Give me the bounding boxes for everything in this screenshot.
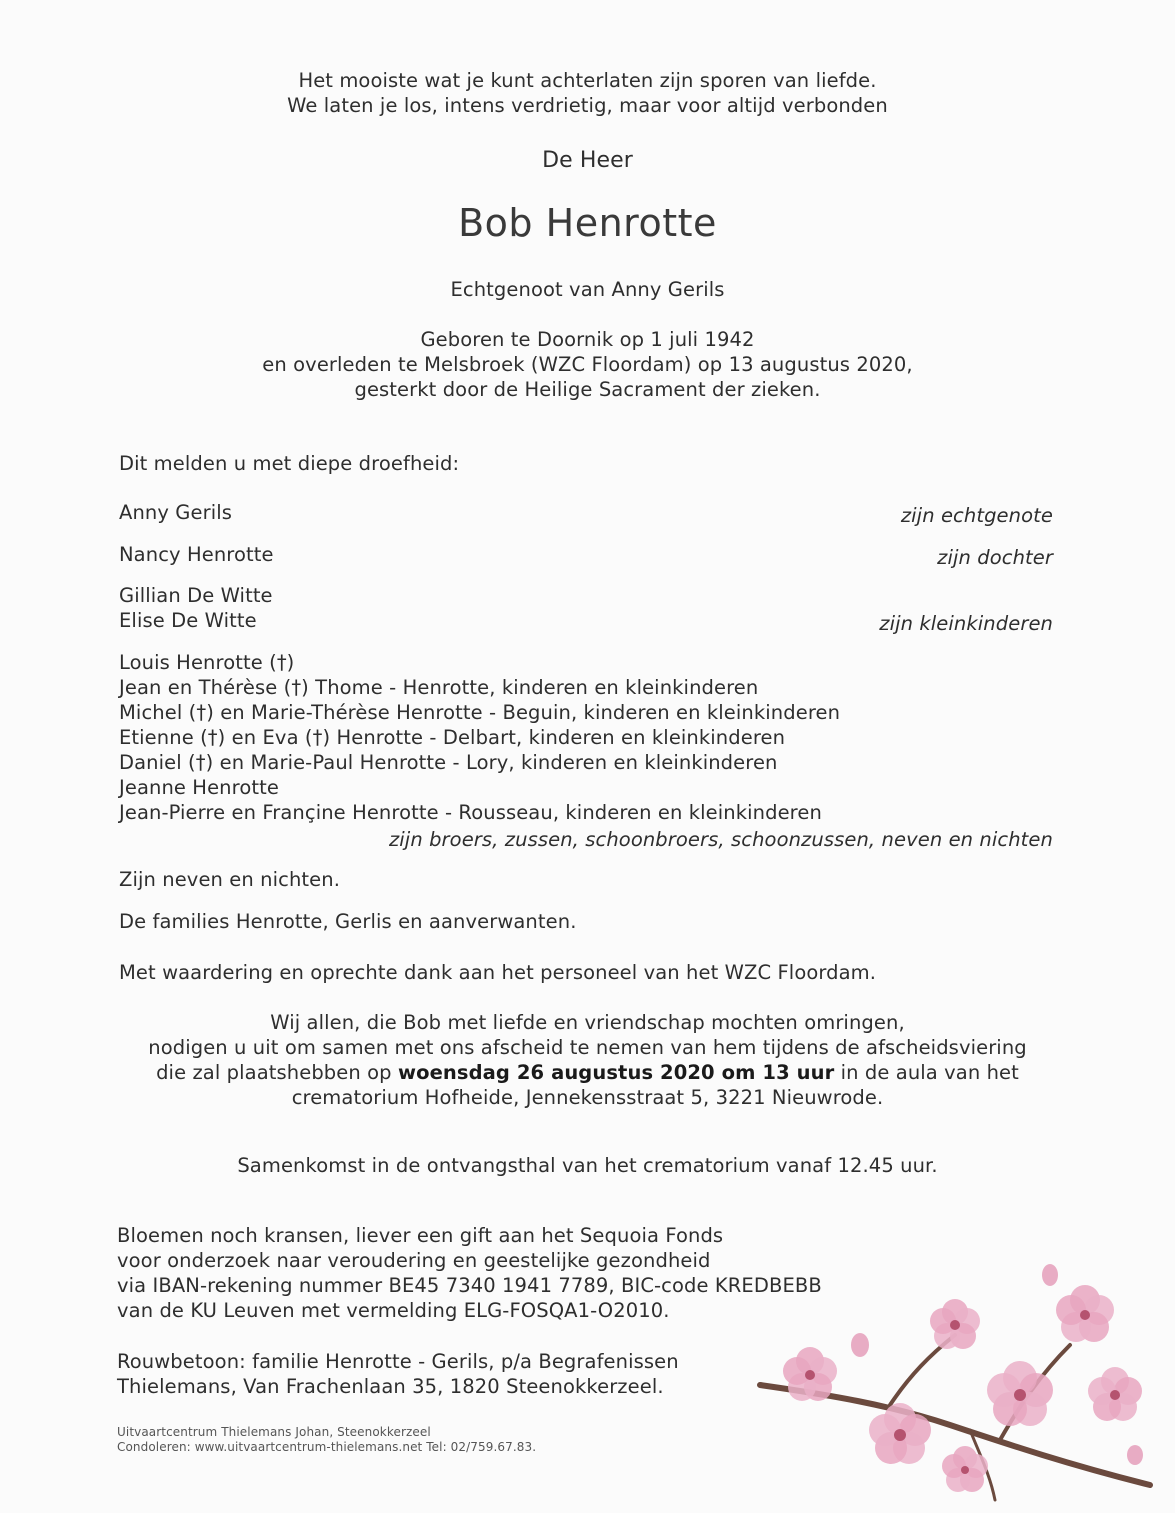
announcement: Dit melden u met diepe droefheid: [119,452,460,475]
spouse-relation: zijn echtgenote [900,504,1053,527]
ceremony-line-2: nodigen u uit om samen met ons afscheid te nemen van hem tijdens de afscheidsviering [148,1036,1027,1059]
grandchild-2: Elise De Witte [119,609,257,632]
birth-line: Geboren te Doornik op 1 juli 1942 [420,328,755,351]
sibling-line: Jeanne Henrotte [119,776,279,799]
ceremony-text: in de aula van het [834,1061,1019,1084]
ceremony-line-1: Wij allen, die Bob met liefde en vriendschap mochten omringen, [270,1011,905,1034]
donation-line-1: Bloemen noch kransen, liever een gift aan het Sequoia Fonds [117,1224,724,1247]
blossom-flower [1088,1367,1142,1421]
blossom-flower [930,1299,980,1349]
honorific-title: De Heer [542,148,633,173]
quote-line-1: Het mooiste wat je kunt achterlaten zijn sporen van liefde. [298,69,877,92]
footer-line-1: Uitvaartcentrum Thielemans Johan, Steenokkerzeel [117,1425,431,1439]
siblings-relation: zijn broers, zussen, schoonbroers, schoonzussen, neven en nichten [388,828,1053,851]
spouse-line: Echtgenoot van Anny Gerils [450,278,725,301]
ceremony-text: die zal plaatshebben op [156,1061,398,1084]
sibling-line: Daniel (†) en Marie-Paul Henrotte - Lory, kinderen en kleinkinderen [119,751,778,774]
sibling-line: Michel (†) en Marie-Thérèse Henrotte - Beguin, kinderen en kleinkinderen [119,701,841,724]
condolence-line-1: Rouwbetoon: familie Henrotte - Gerils, p/a Begrafenissen [117,1350,679,1373]
blossom-flower [783,1347,837,1401]
blossom-flower [869,1403,931,1464]
blossom-flower [987,1361,1053,1426]
deceased-name: Bob Henrotte [458,201,717,245]
daughter-relation: zijn dochter [937,546,1053,569]
donation-line-2: voor onderzoek naar veroudering en geestelijke gezondheid [117,1249,711,1272]
gathering-line: Samenkomst in de ontvangsthal van het crematorium vanaf 12.45 uur. [237,1154,938,1177]
sibling-line: Jean en Thérèse (†) Thome - Henrotte, kinderen en kleinkinderen [119,676,759,699]
ceremony-line-3 [0,1060,1175,1085]
donation-line-3: via IBAN-rekening nummer BE45 7340 1941 7789, BIC-code KREDBEBB [117,1274,822,1297]
condolence-line-2: Thielemans, Van Frachenlaan 35, 1820 Steenokkerzeel. [117,1375,664,1398]
thanks-line: Met waardering en oprechte dank aan het personeel van het WZC Floordam. [119,961,877,984]
daughter-name: Nancy Henrotte [119,543,274,566]
ceremony-line-4: crematorium Hofheide, Jennekensstraat 5, 3221 Nieuwrode. [291,1086,884,1109]
blossom-flower [942,1446,988,1492]
grandchildren-relation: zijn kleinkinderen [879,612,1053,635]
sibling-line: Jean-Pierre en Françine Henrotte - Rousseau, kinderen en kleinkinderen [119,801,822,824]
ceremony-date: woensdag 26 augustus 2020 om 13 uur [397,1061,835,1084]
families-line: De families Henrotte, Gerlis en aanverwanten. [119,910,577,933]
death-line: en overleden te Melsbroek (WZC Floordam) op 13 augustus 2020, [262,353,913,376]
sibling-line: Etienne (†) en Eva (†) Henrotte - Delbart, kinderen en kleinkinderen [119,726,786,749]
footer-line-2: Condoleren: www.uitvaartcentrum-thielemans.net Tel: 02/759.67.83. [117,1440,537,1454]
quote-line-2: We laten je los, intens verdrietig, maar voor altijd verbonden [287,94,888,117]
grandchild-1: Gillian De Witte [119,584,273,607]
cherry-blossom-illustration [740,1255,1160,1505]
blossom-flower [1056,1285,1114,1342]
nephews-line: Zijn neven en nichten. [119,868,341,891]
donation-line-4: van de KU Leuven met vermelding ELG-FOSQA1-O2010. [117,1299,670,1322]
spouse-name: Anny Gerils [119,501,233,524]
sibling-line: Louis Henrotte (†) [119,651,295,674]
sacrament-line: gesterkt door de Heilige Sacrament der zieken. [354,378,821,401]
